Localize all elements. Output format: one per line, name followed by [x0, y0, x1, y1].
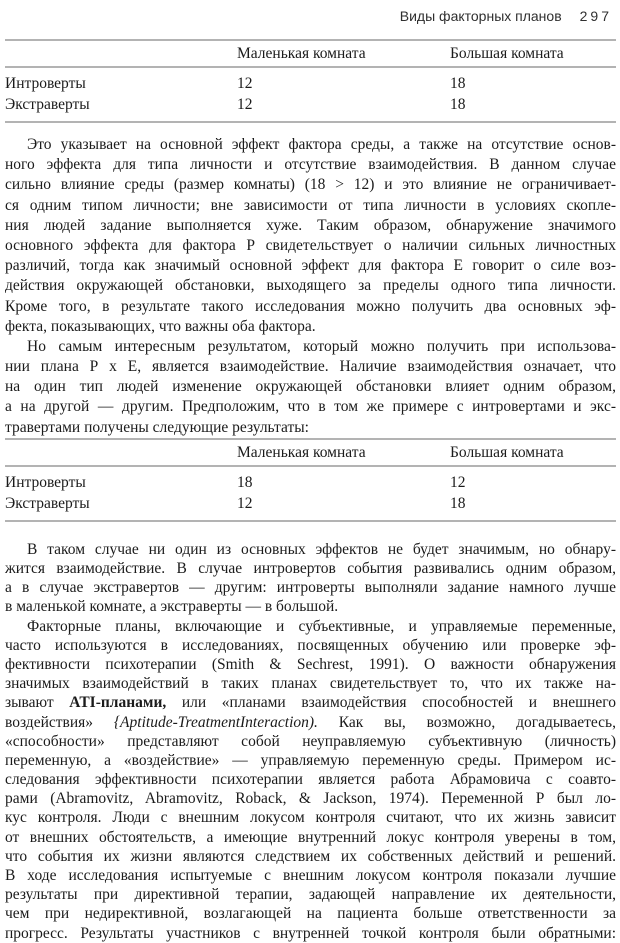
- paragraph: [5, 617, 616, 943]
- text-line: прогресс. Результаты участников с внутренней точкой контроля были обратными:: [5, 924, 616, 942]
- text-line: ного эффекта для типа личности и отсутствие взаимодействия. В данном случае: [5, 156, 616, 174]
- table-column-header: [5, 439, 237, 466]
- text-line: сильно влияние среды (размер комнаты) (18 > 12) и это влияние не ограничивает-: [5, 176, 616, 194]
- paragraph: [5, 135, 616, 337]
- text-line: ния людей задание выполняется хуже. Таким образом, обнаружение значимого: [5, 216, 616, 234]
- text-line: а на другой — другим. Предположим, что в том же примере с интровертами и экс-: [5, 398, 616, 416]
- text-line: «способности» представляют собой неуправляемую субъективную (личность): [5, 732, 616, 750]
- results-table-no-interaction: [5, 39, 616, 123]
- table-column-header: Большая комната: [450, 439, 616, 466]
- text-line: В таком случае ни один из основных эффектов не будет значимым, но обнару-: [27, 540, 616, 558]
- bold-term: ATI-планами,: [69, 694, 167, 712]
- body-text-lower: [5, 540, 616, 943]
- table-cell: 12: [450, 473, 466, 491]
- text-line: рами (Abramovitz, Abramovitz, Roback, & Jackson, 1974). Переменной Р был ло-: [5, 790, 616, 808]
- row-label: Экстраверты: [5, 96, 90, 113]
- body-text-upper: [5, 135, 616, 438]
- table-column-header: [5, 40, 237, 67]
- italic-term: {Aptitude-TreatmentInteraction).: [113, 713, 318, 731]
- table-cell: 18: [450, 75, 466, 92]
- text-line: Кроме того, в результате такого исследования можно получить два основных эф-: [5, 297, 616, 315]
- text-line: фективности психотерапии (Smith & Sechrest, 1991). О важности обнаружения: [5, 655, 616, 673]
- text-line: травертами получены следующие результаты:: [5, 418, 309, 436]
- text-line: воздействия» {Aptitude-TreatmentInteraction). Как вы, возможно, догадываетесь,: [5, 713, 617, 731]
- text-line: зывают ATI-планами, или «планами взаимодействия способностей и внешнего: [5, 694, 616, 712]
- text-line: действия окружающей обстановки, выходящего за пределы одного типа личности.: [5, 277, 616, 295]
- table-row: [5, 67, 616, 94]
- text-line: жится взаимодействие. В случае интровертов события развивались одним образом,: [5, 560, 616, 577]
- paragraph: [5, 337, 616, 438]
- text-line: от внешних обстоятельств, а имеющие внутренний локус контроля уверены в том,: [5, 828, 616, 846]
- page-number: 297: [579, 8, 612, 24]
- text-line: чем при недирективной, возлагающей на пациента больше ответственности за: [5, 905, 616, 923]
- table-row: [5, 466, 616, 493]
- table-header-row: [5, 40, 616, 67]
- row-label: Интроверты: [5, 75, 86, 92]
- text-line: ся одним типом личности; вне зависимости от типа личности в условиях скопле-: [5, 196, 616, 214]
- results-table-interaction: [5, 438, 616, 522]
- text-line: Факторные планы, включающие и субъективные, и управляемые переменные,: [27, 617, 616, 635]
- table-cell: 18: [450, 96, 466, 113]
- text-line: Это указывает на основной эффект фактора среды, а также на отсутствие основ-: [27, 136, 616, 153]
- text-line: Но самым интересным результатом, который можно получить при использова-: [27, 337, 616, 355]
- table-row: [5, 493, 616, 521]
- running-title: Виды факторных планов: [399, 8, 562, 24]
- table-cell: 12: [237, 75, 253, 92]
- table-header-row: [5, 439, 616, 466]
- text-line: фекта, показывающих, что важны оба фактора.: [5, 317, 316, 335]
- text-line: а в случае экстравертов — другим: интроверты выполняли задание намного лучше: [5, 579, 616, 597]
- table-cell: 18: [237, 473, 253, 491]
- text-line: В ходе исследования испытуемые с внешним локусом контроля показали лучшие: [5, 867, 616, 884]
- paragraph: [5, 540, 616, 617]
- table-cell: 12: [237, 494, 253, 512]
- text-line: следования эффективности психотерапии является работа Абрамовича с соавто-: [5, 771, 616, 789]
- text-line: в маленькой комнате, а экстраверты — в большой.: [5, 598, 339, 616]
- row-label: Экстраверты: [5, 494, 90, 512]
- text-line: кус контроля. Люди с внешним локусом контроля считают, что их жизнь зависит: [5, 809, 616, 827]
- text-line: основного эффекта для фактора Р свидетельствует о наличии сильных личностных: [5, 236, 616, 254]
- page-header: [5, 6, 616, 28]
- text-line: переменную, а «воздействие» — управляемую переменную среды. Примером ис-: [5, 751, 616, 769]
- table-column-header: Маленькая комната: [237, 40, 450, 67]
- table-column-header: Маленькая комната: [237, 439, 450, 466]
- text-line: нии плана Р х Е, является взаимодействие. Наличие взаимодействия означает, что: [5, 358, 616, 376]
- table-row: [5, 94, 616, 122]
- table-cell: 18: [450, 494, 466, 512]
- text-line: различий, тогда как значимый основной эффект для фактора Е говорит о силе воз-: [5, 257, 616, 275]
- row-label: Интроверты: [5, 473, 86, 491]
- text-line: что события их жизни являются следствием их собственных действий и решений.: [5, 847, 616, 865]
- table-column-header: Большая комната: [450, 40, 616, 67]
- text-line: часто используются в исследованиях, посвященных обучению или проверке эф-: [5, 636, 616, 654]
- text-line: на один тип людей изменение окружающей обстановки влияет одним образом,: [5, 378, 616, 396]
- text-line: значимых взаимодействий в таких планах свидетельствует то, что их также на-: [5, 675, 616, 693]
- text-line: результаты при директивной терапии, задающей направление их деятельности,: [5, 886, 616, 904]
- table-cell: 12: [237, 96, 253, 113]
